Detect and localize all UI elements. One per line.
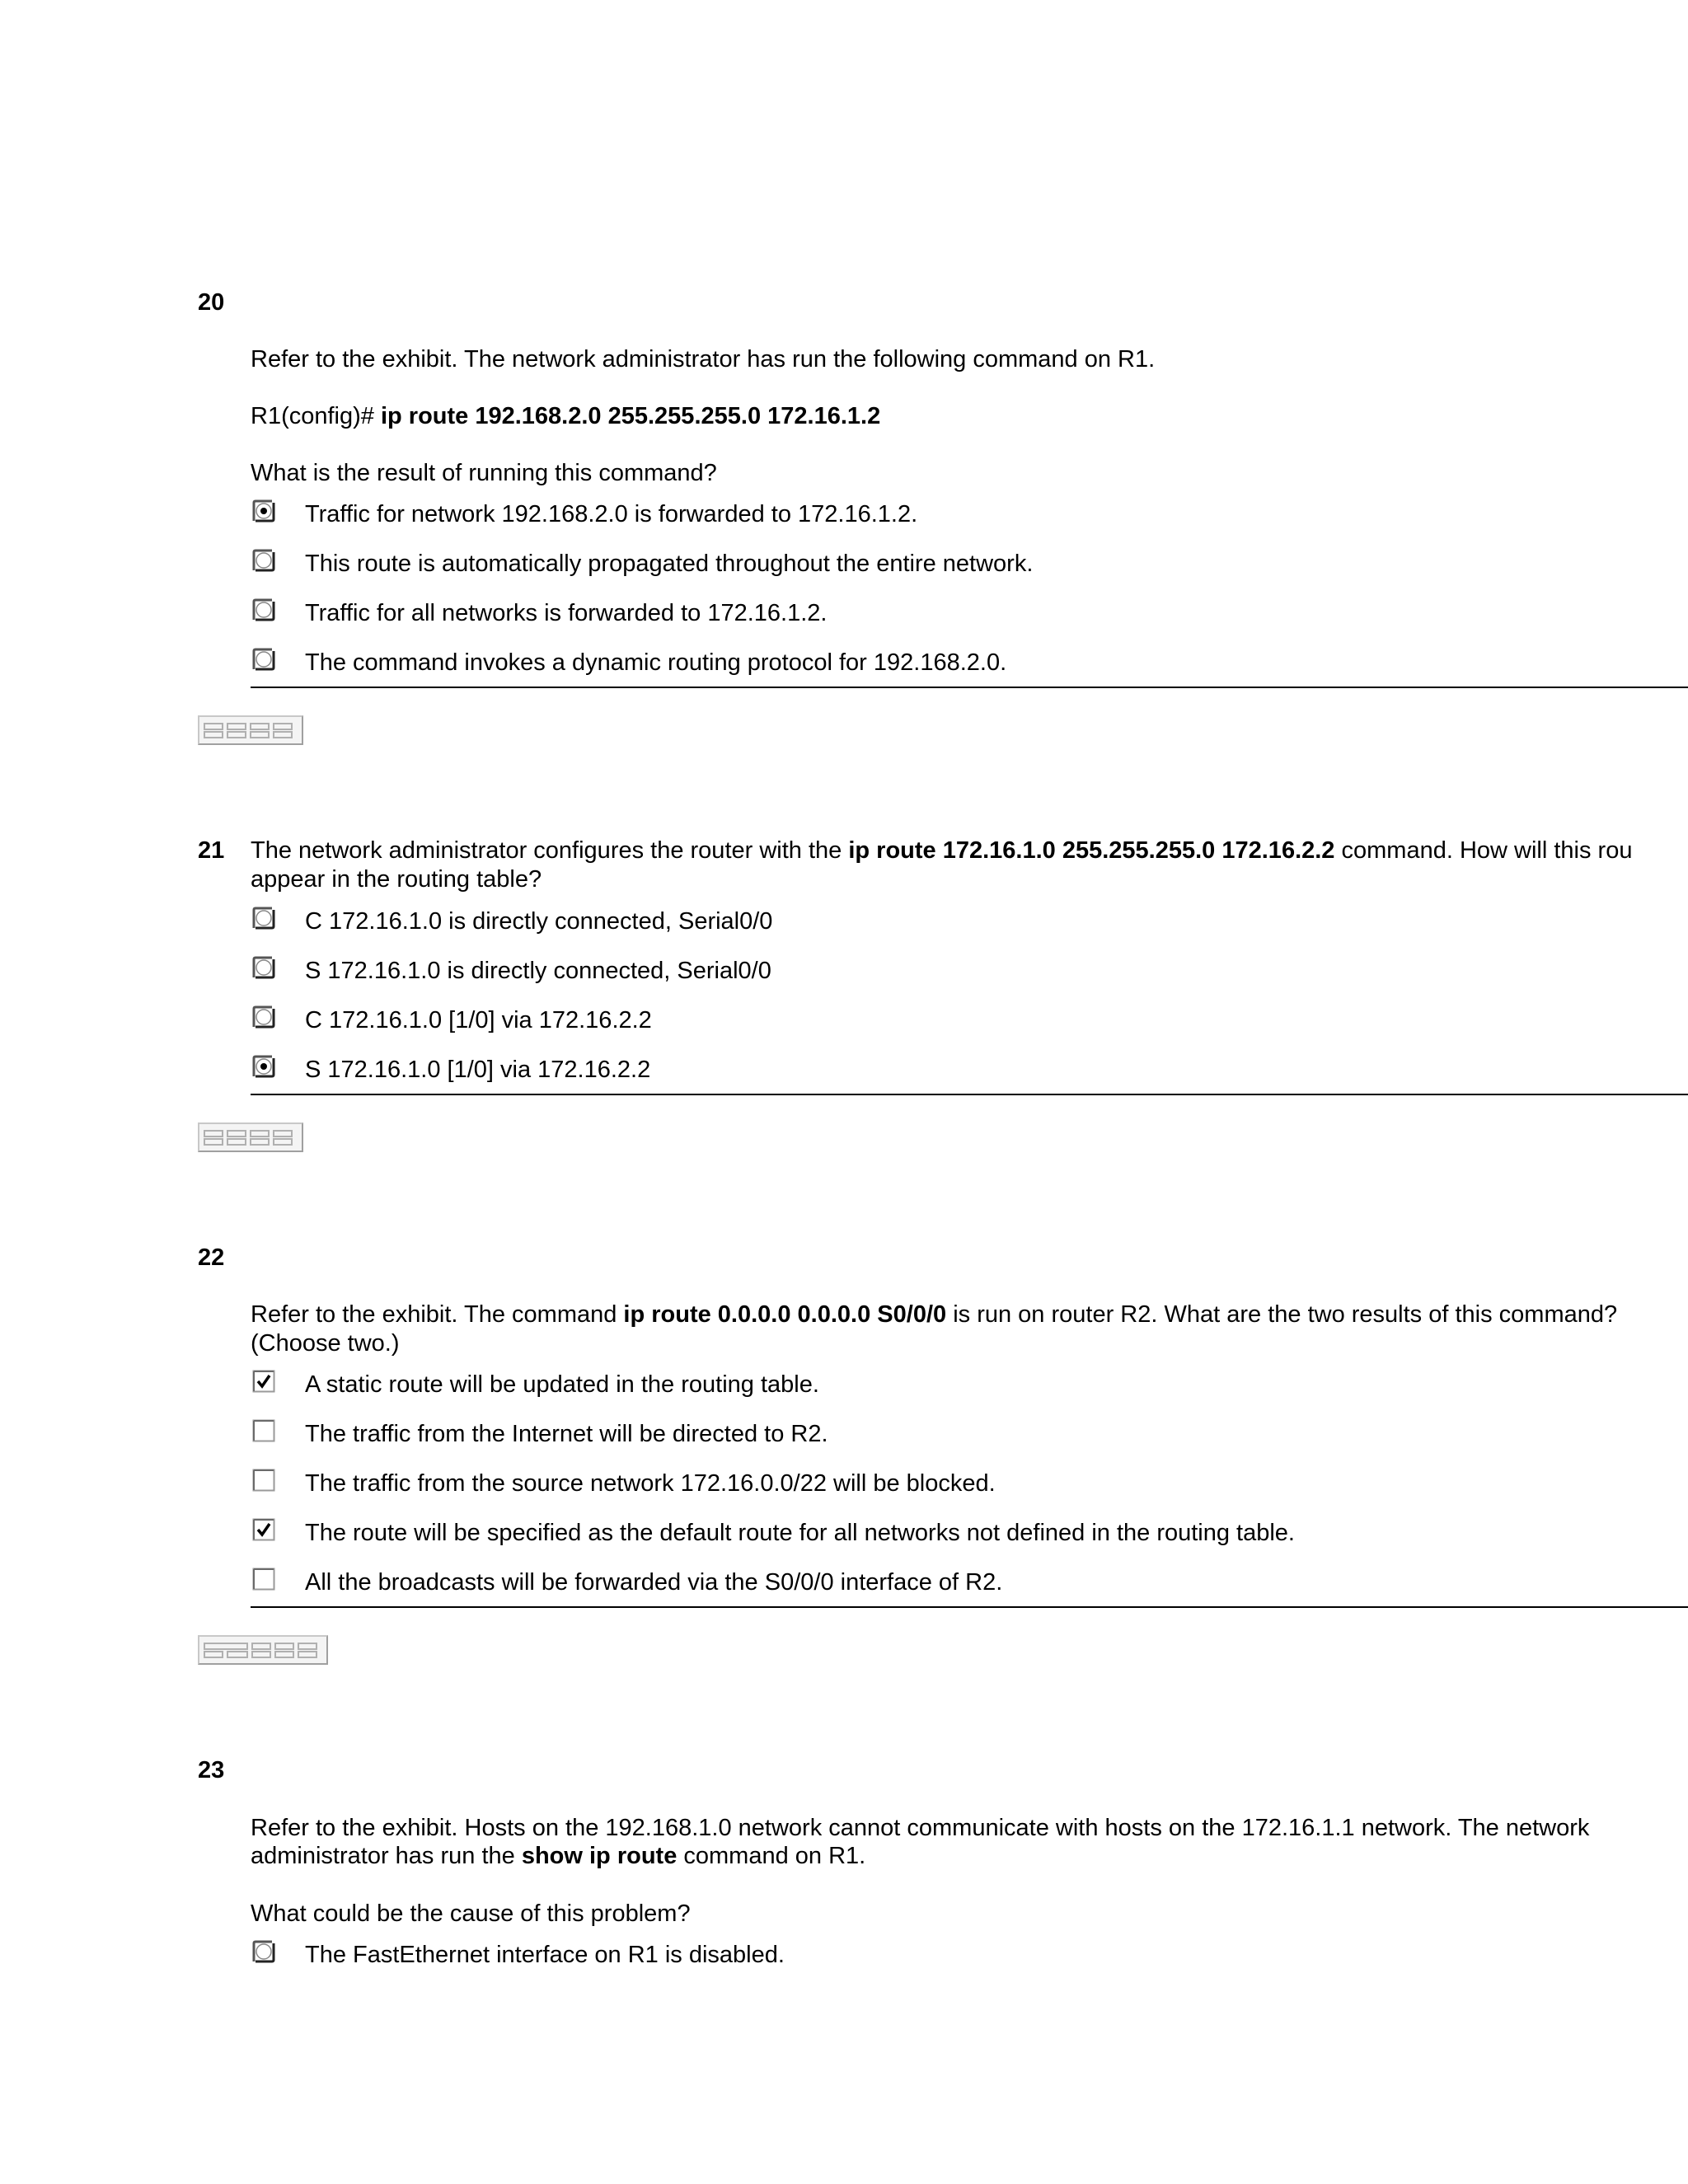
question-command: ip route 0.0.0.0 0.0.0.0 S0/0/0 <box>623 1301 947 1328</box>
option-label: S 172.16.1.0 is directly connected, Serial0/0 <box>305 958 771 984</box>
question-divider <box>251 1606 1688 1608</box>
radio-unselected-icon[interactable] <box>251 1004 277 1030</box>
question-number: 21 <box>198 837 225 864</box>
radio-unselected-icon[interactable] <box>251 597 277 623</box>
question-prompt: What could be the cause of this problem? <box>251 1900 691 1927</box>
option-label: The command invokes a dynamic routing protocol for 192.168.2.0. <box>305 649 1007 676</box>
option-label: S 172.16.1.0 [1/0] via 172.16.2.2 <box>305 1057 651 1083</box>
question-text <box>251 837 1632 865</box>
option-label: This route is automatically propagated throughout the entire network. <box>305 551 1034 577</box>
radio-unselected-icon[interactable] <box>251 954 277 981</box>
question-text-part: Refer to the exhibit. The command <box>251 1301 624 1328</box>
exhibit-icon <box>199 717 302 743</box>
checkbox-checked-icon[interactable] <box>252 1370 275 1393</box>
radio-unselected-icon[interactable] <box>251 547 277 574</box>
option-label: Traffic for network 192.168.2.0 is forwarded to 172.16.1.2. <box>305 501 918 527</box>
exhibit-button[interactable] <box>198 715 303 745</box>
radio-selected-icon[interactable] <box>251 1053 277 1080</box>
exhibit-icon <box>199 1637 326 1663</box>
question-intro: Refer to the exhibit. The network administrator has run the following command on R1. <box>251 346 1156 373</box>
option-label: C 172.16.1.0 [1/0] via 172.16.2.2 <box>305 1007 652 1033</box>
option-label: The traffic from the source network 172.16.0.0/22 will be blocked. <box>305 1470 996 1497</box>
option-label: The route will be specified as the default route for all networks not defined in the routing table. <box>305 1520 1295 1546</box>
command-text: ip route 192.168.2.0 255.255.255.0 172.16.1.2 <box>380 403 881 429</box>
question-text-line: Refer to the exhibit. Hosts on the 192.168.1.0 network cannot communicate with hosts on the 172.16.1.1 network. The network <box>251 1815 1590 1841</box>
exhibit-icon <box>199 1124 302 1151</box>
option-label: C 172.16.1.0 is directly connected, Serial0/0 <box>305 908 773 935</box>
checkbox-unchecked-icon[interactable] <box>252 1469 275 1492</box>
question-command: ip route 172.16.1.0 255.255.255.0 172.16.2.2 <box>848 837 1335 864</box>
exhibit-button[interactable] <box>198 1635 328 1665</box>
question-command <box>251 402 880 430</box>
question-number: 22 <box>198 1244 225 1271</box>
question-text-line: appear in the routing table? <box>251 866 542 893</box>
question-text-part: The network administrator configures the router with the <box>251 837 849 864</box>
option-label: The traffic from the Internet will be directed to R2. <box>305 1421 828 1447</box>
radio-unselected-icon[interactable] <box>251 646 277 673</box>
exhibit-button[interactable] <box>198 1122 303 1152</box>
checkbox-checked-icon[interactable] <box>252 1518 275 1541</box>
question-divider <box>251 687 1688 688</box>
command-prefix: R1(config)# <box>251 403 381 429</box>
question-text-part: is run on router R2. What are the two results of this command? <box>946 1301 1618 1328</box>
radio-unselected-icon[interactable] <box>251 905 277 931</box>
question-number: 20 <box>198 289 225 316</box>
question-prompt: What is the result of running this command? <box>251 460 717 486</box>
option-label: A static route will be updated in the routing table. <box>305 1371 819 1398</box>
option-label: All the broadcasts will be forwarded via the S0/0/0 interface of R2. <box>305 1569 1003 1596</box>
question-text-part: administrator has run the <box>251 1843 522 1869</box>
question-text-part: command. How will this rou <box>1334 837 1633 864</box>
question-divider <box>251 1094 1688 1095</box>
question-text-line <box>251 1842 865 1870</box>
question-text <box>251 1301 1617 1329</box>
option-label: The FastEthernet interface on R1 is disabled. <box>305 1942 785 1968</box>
option-label: Traffic for all networks is forwarded to 172.16.1.2. <box>305 600 828 626</box>
radio-unselected-icon[interactable] <box>251 1938 277 1965</box>
question-text-line: (Choose two.) <box>251 1330 400 1357</box>
question-command: show ip route <box>521 1843 678 1869</box>
radio-selected-icon[interactable] <box>251 498 277 524</box>
question-number: 23 <box>198 1757 225 1783</box>
question-text-part: command on R1. <box>677 1843 866 1869</box>
checkbox-unchecked-icon[interactable] <box>252 1419 275 1442</box>
checkbox-unchecked-icon[interactable] <box>252 1568 275 1591</box>
